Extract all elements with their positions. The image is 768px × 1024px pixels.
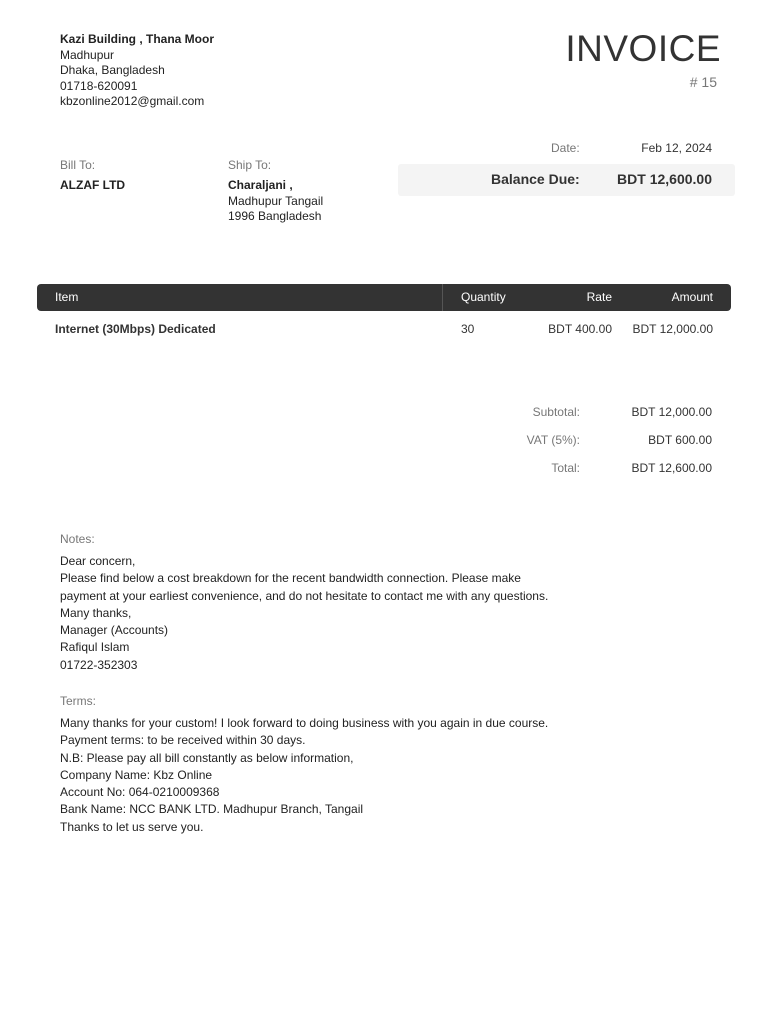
subtotal-value: BDT 12,000.00 bbox=[631, 405, 712, 419]
notes-line: Dear concern, bbox=[60, 554, 136, 568]
item-description: Internet (30Mbps) Dedicated bbox=[55, 322, 216, 336]
column-header-amount: Amount bbox=[671, 290, 713, 304]
sender-address-line: Madhupur bbox=[60, 47, 115, 62]
terms-line: Account No: 064-0210009368 bbox=[60, 785, 220, 800]
terms-line: Bank Name: NCC BANK LTD. Madhupur Branch, Tangail bbox=[60, 802, 364, 817]
total-value: BDT 12,600.00 bbox=[631, 461, 712, 475]
invoice-title: INVOICE bbox=[565, 28, 721, 69]
ship-to-name: Charaljani , bbox=[228, 178, 293, 192]
vat-value: BDT 600.00 bbox=[648, 433, 712, 447]
notes-line: Many thanks, bbox=[60, 605, 132, 620]
ship-to-line: Madhupur Tangail bbox=[228, 193, 324, 208]
notes-line: 01722-352303 bbox=[60, 657, 138, 672]
invoice-number: # 15 bbox=[689, 74, 717, 90]
sender-address bbox=[60, 32, 214, 110]
item-rate: BDT 400.00 bbox=[548, 322, 612, 336]
terms-label: Terms: bbox=[60, 694, 96, 708]
terms-line: Company Name: Kbz Online bbox=[60, 767, 213, 782]
subtotal-label: Subtotal: bbox=[532, 405, 580, 419]
ship-to-label: Ship To: bbox=[228, 158, 272, 172]
notes-line: payment at your earliest convenience, and do not hesitate to contact me with any questions. bbox=[60, 588, 549, 603]
ship-to-address bbox=[228, 178, 323, 225]
terms-line: Payment terms: to be received within 30 days. bbox=[60, 733, 306, 748]
notes-line: Manager (Accounts) bbox=[60, 623, 169, 638]
sender-email: kbzonline2012@gmail.com bbox=[60, 94, 205, 108]
sender-name: Kazi Building , Thana Moor bbox=[60, 32, 214, 46]
terms-line: Many thanks for your custom! I look forward to doing business with you again in due course. bbox=[60, 716, 549, 730]
item-amount: BDT 12,000.00 bbox=[632, 322, 713, 336]
header-divider bbox=[442, 284, 443, 311]
sender-address-line: Dhaka, Bangladesh bbox=[60, 63, 165, 77]
bill-to-name: ALZAF LTD bbox=[60, 178, 126, 192]
column-header-rate: Rate bbox=[586, 290, 612, 304]
item-quantity: 30 bbox=[461, 322, 475, 336]
terms-line: Thanks to let us serve you. bbox=[60, 819, 204, 834]
terms-line: N.B: Please pay all bill constantly as below information, bbox=[60, 750, 354, 765]
notes-line: Rafiqul Islam bbox=[60, 640, 130, 655]
bill-to-label: Bill To: bbox=[60, 158, 96, 172]
notes-line: Please find below a cost breakdown for the recent bandwidth connection. Please make bbox=[60, 571, 521, 586]
notes-body bbox=[60, 553, 620, 674]
ship-to-line: 1996 Bangladesh bbox=[228, 209, 322, 223]
date-value: Feb 12, 2024 bbox=[641, 141, 712, 155]
sender-phone: 01718-620091 bbox=[60, 78, 138, 93]
vat-label: VAT (5%): bbox=[526, 433, 580, 447]
column-header-item: Item bbox=[55, 290, 79, 304]
items-table-header bbox=[37, 284, 731, 311]
balance-due-value: BDT 12,600.00 bbox=[617, 171, 712, 187]
column-header-quantity: Quantity bbox=[461, 290, 506, 304]
terms-body bbox=[60, 715, 660, 836]
notes-label: Notes: bbox=[60, 532, 95, 546]
date-label: Date: bbox=[551, 141, 580, 155]
table-row bbox=[0, 321, 768, 341]
balance-due-label: Balance Due: bbox=[491, 171, 580, 187]
total-label: Total: bbox=[551, 461, 580, 475]
